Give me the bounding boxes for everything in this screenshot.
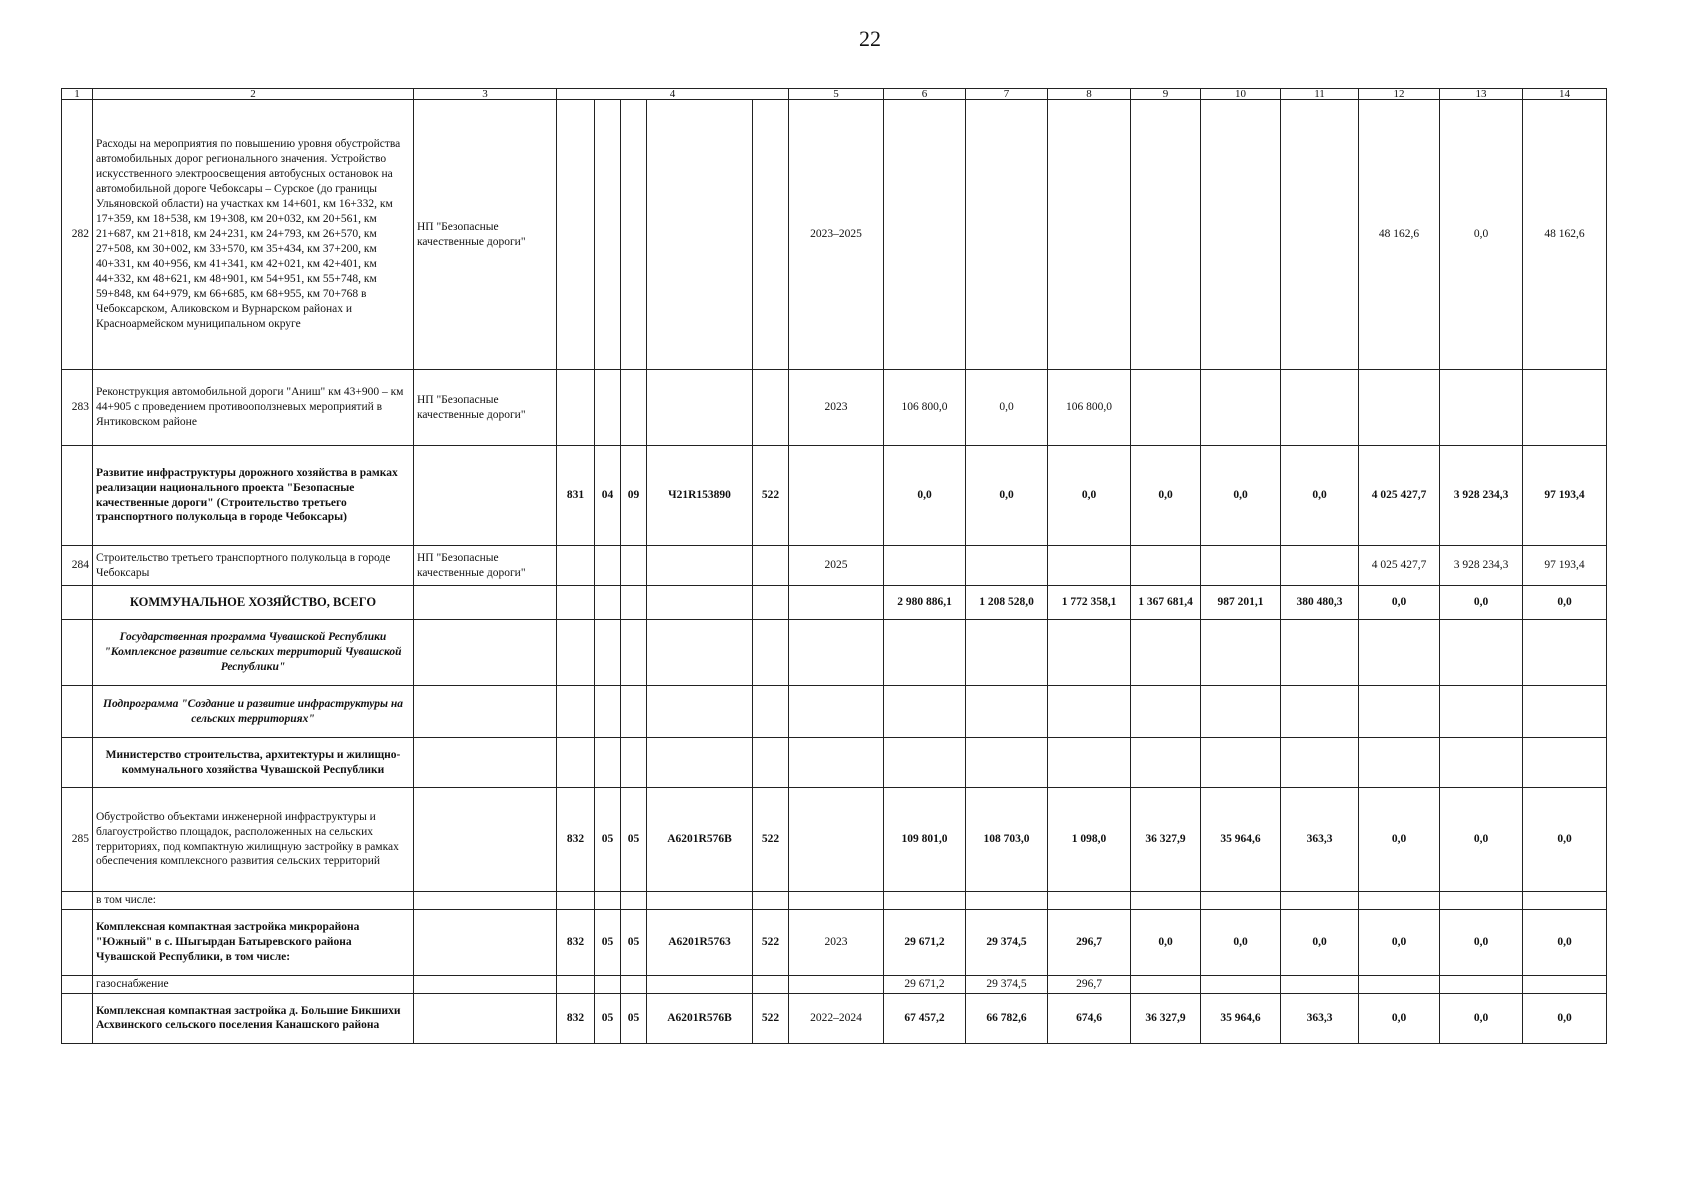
target-article-code: A6201R576B (647, 993, 753, 1043)
target-article-code: A6201R576B (647, 788, 753, 892)
value-cell: 1 208 528,0 (966, 586, 1048, 620)
section-code: 05 (595, 909, 621, 975)
row-name: Расходы на мероприятия по повышению уровня обустройства автомобильных дорог регионального значения. Устройство искусственного электроосвещения автобусных остановок на автомобильной дороге Чебоксары – Сурское (до границы Ульяновской области) на участках км 14+601, км 16+332, км 17+359, км 18+538, км 19+308, км 20+032, км 20+561, км 21+687, км 21+818, км 24+231, км 24+793, км 26+570, км 27+508, км 30+002, км 33+570, км 35+434, км 37+200, км 40+331, км 40+956, км 41+341, км 42+021, км 42+401, км 44+332, км 48+621, км 48+901, км 54+951, км 55+748, км 59+848, км 64+979, км 66+685, км 68+955, км 70+768 в Чебоксарском, Аликовском и Вурнарском районах и Красноармейском муниципальном округе (93, 100, 414, 370)
row-name: газоснабжение (93, 975, 414, 993)
row-number: 284 (62, 546, 93, 586)
header-cell: 5 (789, 89, 884, 100)
value-cell: 106 800,0 (884, 370, 966, 446)
value-cell: 0,0 (884, 446, 966, 546)
value-cell: 29 671,2 (884, 975, 966, 993)
row-name: Строительство третьего транспортного полукольца в городе Чебоксары (93, 546, 414, 586)
value-cell: 108 703,0 (966, 788, 1048, 892)
program-title: Государственная программа Чувашской Республики "Комплексное развитие сельских территорий Чувашской Республики" (93, 620, 414, 686)
row-program: НП "Безопасные качественные дороги" (414, 546, 557, 586)
value-cell: 3 928 234,3 (1440, 446, 1523, 546)
value-cell: 0,0 (1523, 788, 1607, 892)
section-code: 04 (595, 446, 621, 546)
value-cell: 296,7 (1048, 909, 1131, 975)
table-row (62, 446, 1607, 546)
header-cell: 2 (93, 89, 414, 100)
page-number: 22 (859, 26, 881, 51)
row-program: НП "Безопасные качественные дороги" (414, 370, 557, 446)
value-cell: 363,3 (1281, 788, 1359, 892)
row-period: 2023–2025 (789, 100, 884, 370)
value-cell: 380 480,3 (1281, 586, 1359, 620)
table-row (62, 993, 1607, 1043)
value-cell: 0,0 (1359, 586, 1440, 620)
table-row (62, 686, 1607, 738)
row-number: 282 (62, 100, 93, 370)
value-cell: 3 928 234,3 (1440, 546, 1523, 586)
row-name: Комплексная компактная застройка д. Большие Бикшихи Асхвинского сельского поселения Канашского района (93, 993, 414, 1043)
value-cell: 1 367 681,4 (1131, 586, 1201, 620)
table-row (62, 370, 1607, 446)
value-cell: 0,0 (1359, 993, 1440, 1043)
value-cell: 0,0 (1440, 788, 1523, 892)
grbs-code: 832 (557, 788, 595, 892)
grbs-code: 832 (557, 909, 595, 975)
value-cell: 0,0 (1440, 100, 1523, 370)
value-cell: 35 964,6 (1201, 993, 1281, 1043)
value-cell: 0,0 (1131, 909, 1201, 975)
table-row (62, 100, 1607, 370)
value-cell: 0,0 (1440, 909, 1523, 975)
value-cell: 2 980 886,1 (884, 586, 966, 620)
value-cell: 4 025 427,7 (1359, 546, 1440, 586)
value-cell: 0,0 (1523, 993, 1607, 1043)
row-program: НП "Безопасные качественные дороги" (414, 100, 557, 370)
expense-type-code: 522 (753, 788, 789, 892)
value-cell: 66 782,6 (966, 993, 1048, 1043)
grbs-code: 831 (557, 446, 595, 546)
row-period: 2022–2024 (789, 993, 884, 1043)
value-cell: 48 162,6 (1523, 100, 1607, 370)
header-cell: 13 (1440, 89, 1523, 100)
header-cell: 12 (1359, 89, 1440, 100)
header-cell: 4 (557, 89, 789, 100)
value-cell: 0,0 (1281, 446, 1359, 546)
value-cell: 48 162,6 (1359, 100, 1440, 370)
value-cell: 296,7 (1048, 975, 1131, 993)
row-name: Обустройство объектами инженерной инфраструктуры и благоустройство площадок, расположенных на сельских территориях, под компактную жилищную застройку в рамках обеспечения комплексного развития сельских территорий (93, 788, 414, 892)
header-cell: 7 (966, 89, 1048, 100)
row-name: Комплексная компактная застройка микрорайона "Южный" в с. Шыгырдан Батыревского района Чувашской Республики, в том числе: (93, 909, 414, 975)
header-row (62, 89, 1607, 100)
including-label: в том числе: (93, 892, 414, 910)
value-cell: 0,0 (966, 370, 1048, 446)
value-cell: 4 025 427,7 (1359, 446, 1440, 546)
value-cell: 1 098,0 (1048, 788, 1131, 892)
row-name: Развитие инфраструктуры дорожного хозяйства в рамках реализации национального проекта "Безопасные качественные дороги" (Строительство третьего транспортного полукольца в городе Чебоксары) (93, 446, 414, 546)
value-cell: 1 772 358,1 (1048, 586, 1131, 620)
subsection-code: 05 (621, 788, 647, 892)
value-cell: 36 327,9 (1131, 993, 1201, 1043)
row-number: 283 (62, 370, 93, 446)
subprogram-title: Подпрограмма "Создание и развитие инфраструктуры на сельских территориях" (93, 686, 414, 738)
expense-type-code: 522 (753, 993, 789, 1043)
value-cell: 0,0 (1440, 993, 1523, 1043)
ministry-title: Министерство строительства, архитектуры и жилищно-коммунального хозяйства Чувашской Республики (93, 738, 414, 788)
subsection-code: 05 (621, 909, 647, 975)
value-cell: 35 964,6 (1201, 788, 1281, 892)
value-cell: 67 457,2 (884, 993, 966, 1043)
value-cell: 29 671,2 (884, 909, 966, 975)
target-article-code: A6201R5763 (647, 909, 753, 975)
value-cell: 36 327,9 (1131, 788, 1201, 892)
value-cell: 0,0 (1359, 909, 1440, 975)
value-cell: 29 374,5 (966, 909, 1048, 975)
table-row (62, 546, 1607, 586)
table-row (62, 788, 1607, 892)
subsection-code: 09 (621, 446, 647, 546)
value-cell: 0,0 (966, 446, 1048, 546)
table-row (62, 620, 1607, 686)
budget-table (61, 88, 1607, 1044)
value-cell: 0,0 (1523, 909, 1607, 975)
row-period: 2023 (789, 909, 884, 975)
subsection-code: 05 (621, 993, 647, 1043)
expense-type-code: 522 (753, 446, 789, 546)
header-cell: 6 (884, 89, 966, 100)
value-cell: 0,0 (1440, 586, 1523, 620)
header-cell: 10 (1201, 89, 1281, 100)
value-cell: 363,3 (1281, 993, 1359, 1043)
value-cell: 0,0 (1281, 909, 1359, 975)
header-cell: 8 (1048, 89, 1131, 100)
row-name: Реконструкция автомобильной дороги "Аниш" км 43+900 – км 44+905 с проведением противооползневых мероприятий в Янтиковском районе (93, 370, 414, 446)
value-cell: 0,0 (1131, 446, 1201, 546)
value-cell: 674,6 (1048, 993, 1131, 1043)
row-number: 285 (62, 788, 93, 892)
value-cell: 0,0 (1048, 446, 1131, 546)
row-period: 2025 (789, 546, 884, 586)
table-row (62, 909, 1607, 975)
value-cell: 97 193,4 (1523, 446, 1607, 546)
table-row (62, 975, 1607, 993)
header-cell: 11 (1281, 89, 1359, 100)
row-period: 2023 (789, 370, 884, 446)
value-cell: 0,0 (1359, 788, 1440, 892)
header-cell: 1 (62, 89, 93, 100)
value-cell: 109 801,0 (884, 788, 966, 892)
table-row (62, 738, 1607, 788)
header-cell: 14 (1523, 89, 1607, 100)
section-total-title: КОММУНАЛЬНОЕ ХОЗЯЙСТВО, ВСЕГО (93, 586, 414, 620)
value-cell: 106 800,0 (1048, 370, 1131, 446)
value-cell: 0,0 (1523, 586, 1607, 620)
value-cell: 0,0 (1201, 446, 1281, 546)
section-code: 05 (595, 788, 621, 892)
value-cell: 987 201,1 (1201, 586, 1281, 620)
expense-type-code: 522 (753, 909, 789, 975)
table-row (62, 586, 1607, 620)
value-cell: 97 193,4 (1523, 546, 1607, 586)
target-article-code: Ч21R153890 (647, 446, 753, 546)
section-code: 05 (595, 993, 621, 1043)
header-cell: 9 (1131, 89, 1201, 100)
header-cell: 3 (414, 89, 557, 100)
table-row (62, 892, 1607, 910)
value-cell: 29 374,5 (966, 975, 1048, 993)
grbs-code: 832 (557, 993, 595, 1043)
value-cell: 0,0 (1201, 909, 1281, 975)
